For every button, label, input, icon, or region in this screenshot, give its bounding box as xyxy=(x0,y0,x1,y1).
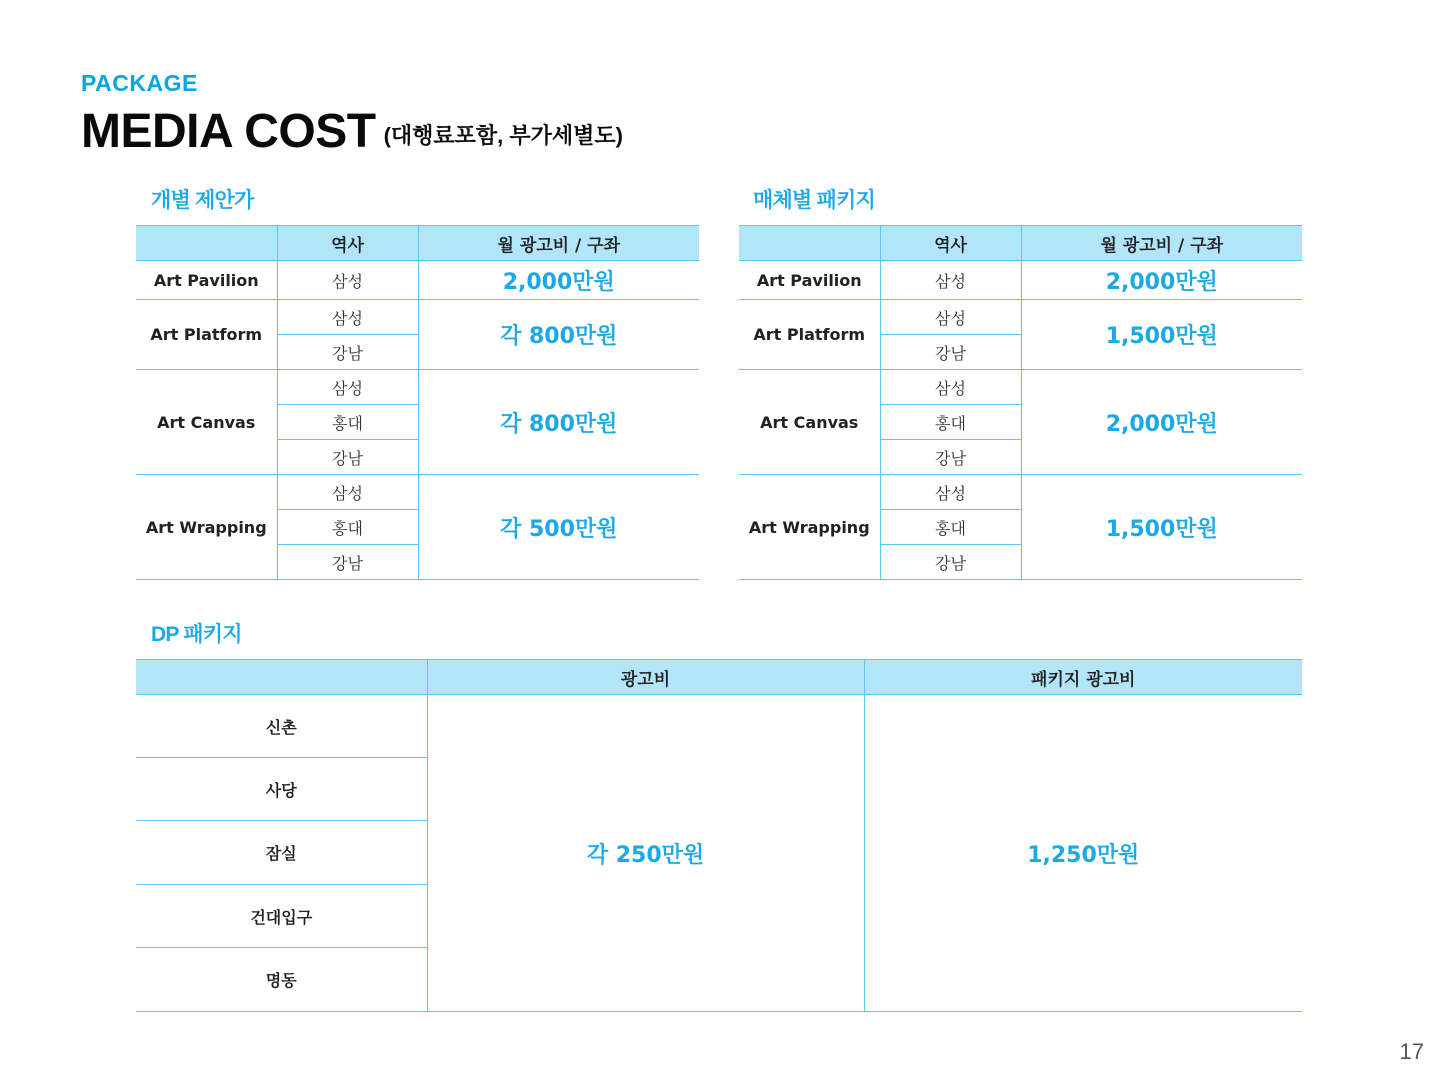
header-monthly-cost: 월 광고비 / 구좌 xyxy=(1021,226,1302,261)
station-name: 명동 xyxy=(136,948,427,1012)
venue-name: Art Platform xyxy=(739,300,880,370)
media-package-section-label: 매체별 패키지 xyxy=(753,189,875,212)
price-value: 각 500만원 xyxy=(418,475,699,580)
table-row xyxy=(136,300,699,335)
header-package-cost: 패키지 광고비 xyxy=(864,660,1302,695)
station-name: 강남 xyxy=(880,440,1021,475)
table-row xyxy=(739,475,1302,510)
table-row xyxy=(739,261,1302,300)
station-name: 삼성 xyxy=(277,475,418,510)
station-name: 건대입구 xyxy=(136,885,427,948)
venue-name: Art Pavilion xyxy=(136,261,277,300)
station-name: 강남 xyxy=(277,440,418,475)
header-monthly-cost: 월 광고비 / 구좌 xyxy=(418,226,699,261)
station-name: 삼성 xyxy=(277,370,418,405)
table-row xyxy=(739,300,1302,335)
venue-name: Art Pavilion xyxy=(739,261,880,300)
price-value: 각 250만원 xyxy=(427,695,864,1012)
price-value: 1,500만원 xyxy=(1021,475,1302,580)
station-name: 삼성 xyxy=(880,370,1021,405)
venue-name: Art Platform xyxy=(136,300,277,370)
table-row xyxy=(136,261,699,300)
station-name: 잠실 xyxy=(136,821,427,885)
station-name: 강남 xyxy=(277,545,418,580)
price-value: 각 800만원 xyxy=(418,370,699,475)
title-row xyxy=(81,104,623,159)
venue-name: Art Canvas xyxy=(739,370,880,475)
station-name: 강남 xyxy=(277,335,418,370)
station-name: 삼성 xyxy=(277,300,418,335)
station-name: 홍대 xyxy=(880,510,1021,545)
station-name: 홍대 xyxy=(277,510,418,545)
price-value: 2,000만원 xyxy=(1021,261,1302,300)
individual-price-table xyxy=(136,225,699,580)
header-ad-cost: 광고비 xyxy=(427,660,864,695)
table-row xyxy=(136,695,1302,758)
venue-name: Art Wrapping xyxy=(136,475,277,580)
individual-section-label: 개별 제안가 xyxy=(151,189,254,212)
price-value: 각 800만원 xyxy=(418,300,699,370)
table-row xyxy=(136,370,699,405)
price-value: 2,000만원 xyxy=(1021,370,1302,475)
station-name: 삼성 xyxy=(880,475,1021,510)
package-price-value: 1,250만원 xyxy=(864,695,1302,1012)
table-row xyxy=(739,370,1302,405)
station-name: 홍대 xyxy=(880,405,1021,440)
dp-package-price-table xyxy=(136,659,1302,1012)
venue-name: Art Wrapping xyxy=(739,475,880,580)
station-name: 삼성 xyxy=(277,261,418,300)
page-number: 17 xyxy=(1399,1039,1424,1064)
station-name: 삼성 xyxy=(880,261,1021,300)
station-name: 사당 xyxy=(136,758,427,821)
table-row xyxy=(136,475,699,510)
station-name: 홍대 xyxy=(277,405,418,440)
media-package-price-table xyxy=(739,225,1302,580)
header-station: 역사 xyxy=(880,226,1021,261)
header-venue xyxy=(739,226,880,261)
station-name: 강남 xyxy=(880,335,1021,370)
station-name: 삼성 xyxy=(880,300,1021,335)
header-station: 역사 xyxy=(277,226,418,261)
price-value: 2,000만원 xyxy=(418,261,699,300)
header-venue xyxy=(136,226,277,261)
station-name: 강남 xyxy=(880,545,1021,580)
dp-package-section-label: DP 패키지 xyxy=(151,623,242,646)
station-name: 신촌 xyxy=(136,695,427,758)
kicker-label: PACKAGE xyxy=(81,70,198,96)
title-note: (대행료포함, 부가세별도) xyxy=(383,123,623,148)
price-value: 1,500만원 xyxy=(1021,300,1302,370)
header-station xyxy=(136,660,427,695)
page-title: MEDIA COST xyxy=(81,105,376,158)
venue-name: Art Canvas xyxy=(136,370,277,475)
